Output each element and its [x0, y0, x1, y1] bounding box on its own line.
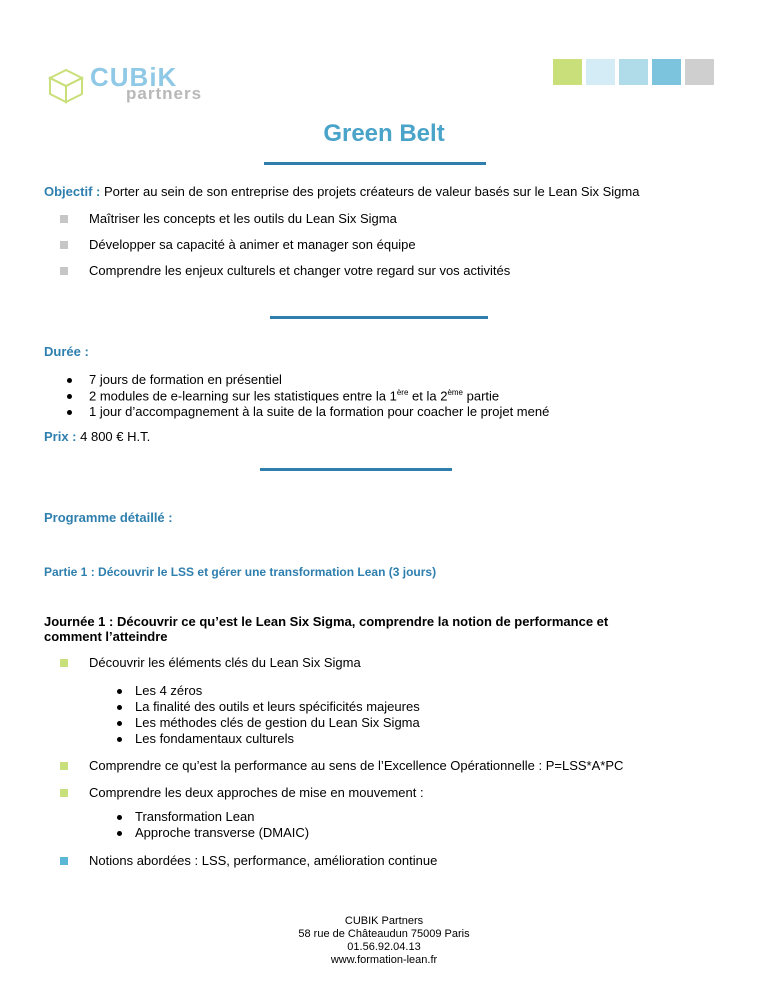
duree-item: 1 jour d’accompagnement à la suite de la formation pour coacher le projet mené — [89, 404, 550, 419]
objectif-item: Maîtriser les concepts et les outils du Lean Six Sigma — [89, 211, 397, 226]
bullet-icon — [117, 815, 122, 820]
subtopic-item: Les méthodes clés de gestion du Lean Six Sigma — [135, 715, 420, 730]
square-green — [553, 59, 582, 85]
divider — [270, 316, 488, 319]
square-bullet-icon — [60, 241, 68, 249]
decorative-squares — [553, 59, 714, 85]
square-bullet-icon — [60, 789, 68, 797]
topic-item: Comprendre ce qu’est la performance au sens de l’Excellence Opérationnelle : P=LSS*A*PC — [89, 758, 624, 773]
subtopic-item: Transformation Lean — [135, 809, 255, 824]
footer — [0, 915, 768, 967]
bullet-icon — [117, 831, 122, 836]
footer-address: 58 rue de Châteaudun 75009 Paris — [298, 928, 470, 940]
page-title: Green Belt — [323, 120, 445, 147]
divider — [264, 162, 486, 165]
duree-item: 7 jours de formation en présentiel — [89, 372, 282, 387]
duree-item — [89, 388, 499, 403]
square-grey — [685, 59, 714, 85]
divider — [260, 468, 452, 471]
footer-website: www.formation-lean.fr — [330, 954, 438, 966]
square-blue — [652, 59, 681, 85]
journee-heading — [44, 614, 608, 644]
footer-company: CUBIK Partners — [344, 915, 424, 927]
bullet-icon — [67, 410, 72, 415]
duree-item-text: 2 modules de e-learning sur les statistiques entre la 1 — [89, 388, 397, 404]
objectif-label: Objectif : — [44, 184, 101, 199]
footer-phone: 01.56.92.04.13 — [347, 941, 421, 953]
subtopic-item: Les 4 zéros — [135, 683, 203, 698]
bullet-icon — [117, 737, 122, 742]
bullet-icon — [67, 394, 72, 399]
prix-line — [44, 429, 744, 444]
square-pale-blue — [586, 59, 615, 85]
duree-item-text: partie — [463, 388, 500, 404]
subtopic-item: Approche transverse (DMAIC) — [135, 825, 310, 840]
objectif-line — [44, 184, 764, 199]
superscript: ème — [447, 388, 463, 397]
programme-label: Programme détaillé : — [44, 510, 173, 525]
subtopic-item: La finalité des outils et leurs spécificités majeures — [135, 699, 420, 714]
objectif-item: Comprendre les enjeux culturels et changer votre regard sur vos activités — [89, 263, 511, 278]
bullet-icon — [67, 378, 72, 383]
objectif-text: Porter au sein de son entreprise des projets créateurs de valeur basés sur le Lean Six Sigma — [103, 184, 640, 199]
topic-item: Découvrir les éléments clés du Lean Six Sigma — [89, 655, 361, 670]
logo-partners-text: partners — [126, 84, 203, 103]
prix-value: 4 800 € H.T. — [76, 429, 151, 444]
duree-item-text: et la 2 — [408, 388, 448, 404]
bullet-icon — [117, 705, 122, 710]
prix-label: Prix : — [44, 429, 77, 444]
objectif-item: Développer sa capacité à animer et manager son équipe — [89, 237, 416, 252]
square-light-blue — [619, 59, 648, 85]
superscript: ère — [396, 388, 409, 397]
journee-heading-line: comment l’atteindre — [44, 629, 168, 644]
bullet-icon — [117, 721, 122, 726]
cube-logo-icon — [46, 66, 86, 104]
journee-heading-line: Journée 1 : Découvrir ce qu’est le Lean Six Sigma, comprendre la notion de performance et — [44, 614, 609, 629]
square-bullet-icon — [60, 762, 68, 770]
square-bullet-icon — [60, 857, 68, 865]
partie-heading: Partie 1 : Découvrir le LSS et gérer une transformation Lean (3 jours) — [44, 565, 437, 579]
square-bullet-icon — [60, 215, 68, 223]
duree-label: Durée : — [44, 344, 89, 359]
topic-item: Comprendre les deux approches de mise en mouvement : — [89, 785, 424, 800]
logo-cubik-text: CUBiK — [90, 62, 178, 92]
square-bullet-icon — [60, 659, 68, 667]
square-bullet-icon — [60, 267, 68, 275]
cubik-logo — [46, 64, 216, 104]
subtopic-item: Les fondamentaux culturels — [135, 731, 294, 746]
bullet-icon — [117, 689, 122, 694]
notions-text: Notions abordées : LSS, performance, amélioration continue — [89, 853, 438, 868]
